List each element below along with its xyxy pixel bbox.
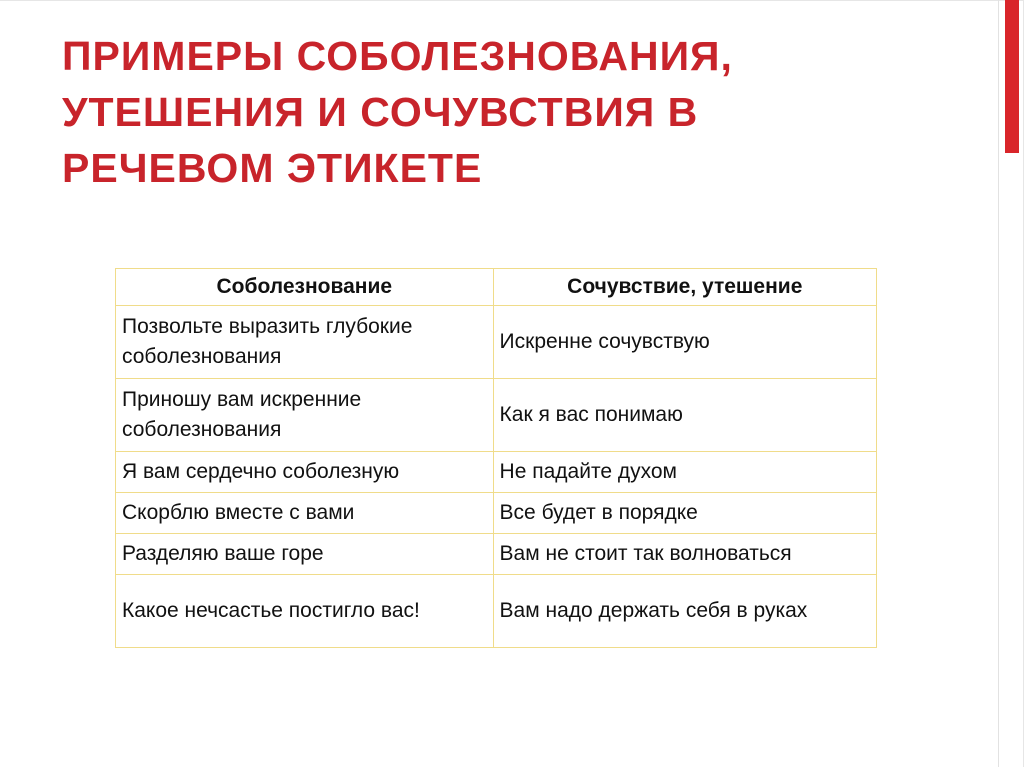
- title-line-2: УТЕШЕНИЯ И СОЧУВСТВИЯ В: [62, 89, 699, 135]
- table-row: [116, 575, 877, 648]
- table-row: [116, 306, 877, 379]
- column-header-condolence: Соболезнование: [116, 269, 494, 306]
- table-cell: Позвольте выразить глубокие соболезнования: [116, 306, 494, 379]
- decorative-vertical-line: [998, 0, 999, 767]
- table-row: [116, 493, 877, 534]
- table-row: [116, 534, 877, 575]
- table-cell: Какое нечсастье постигло вас!: [116, 575, 494, 648]
- accent-bar: [1005, 0, 1019, 153]
- column-header-sympathy: Сочувствие, утешение: [493, 269, 876, 306]
- etiquette-table: [115, 268, 877, 648]
- table-header-row: [116, 269, 877, 306]
- table-cell: Скорблю вместе с вами: [116, 493, 494, 534]
- slide-title: [62, 28, 962, 196]
- table-cell: Я вам сердечно соболезную: [116, 452, 494, 493]
- table-cell: Все будет в порядке: [493, 493, 876, 534]
- table-row: [116, 452, 877, 493]
- table-cell: Разделяю ваше горе: [116, 534, 494, 575]
- title-line-1: ПРИМЕРЫ СОБОЛЕЗНОВАНИЯ,: [62, 33, 733, 79]
- table-cell: Искренне сочувствую: [493, 306, 876, 379]
- table-cell: Не падайте духом: [493, 452, 876, 493]
- title-line-3: РЕЧЕВОМ ЭТИКЕТЕ: [62, 145, 483, 191]
- table-row: [116, 379, 877, 452]
- table-cell: Вам надо держать себя в руках: [493, 575, 876, 648]
- table-cell: Вам не стоит так волноваться: [493, 534, 876, 575]
- table-cell: Приношу вам искренние соболезнования: [116, 379, 494, 452]
- slide-border-top: [0, 0, 1024, 1]
- table-cell: Как я вас понимаю: [493, 379, 876, 452]
